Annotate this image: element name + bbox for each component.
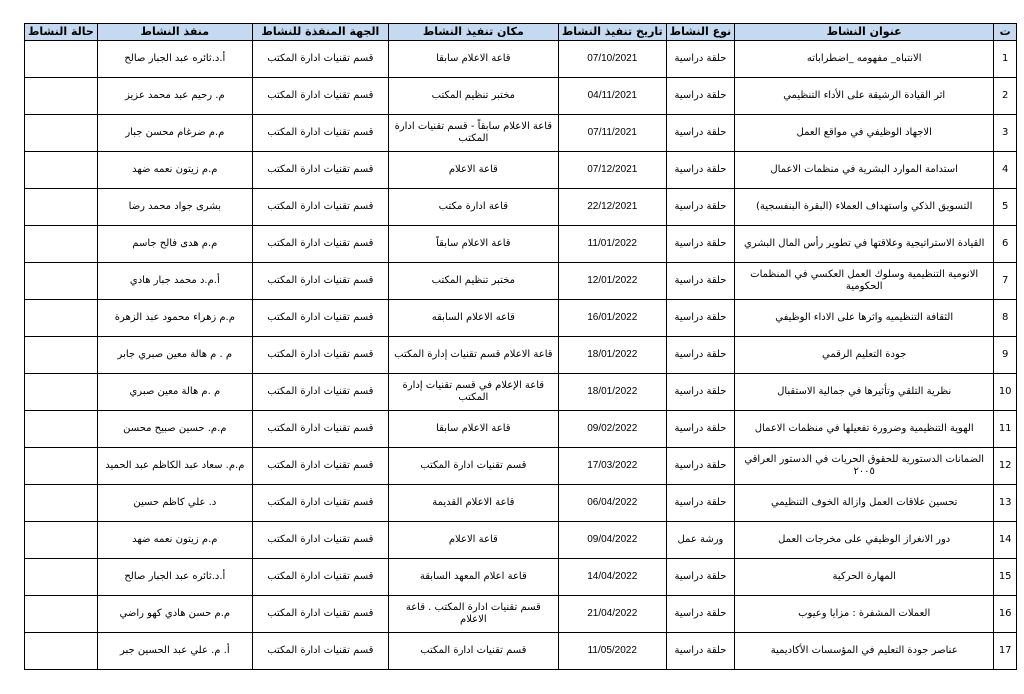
executing-unit-cell: قسم تقنيات ادارة المكتب bbox=[252, 41, 388, 78]
activity-date-cell: 16/01/2022 bbox=[558, 300, 666, 337]
activity-status-cell bbox=[25, 41, 98, 78]
table-row bbox=[25, 78, 1017, 115]
activity-executor-cell: م.م حسن هادي كهو راضي bbox=[97, 596, 252, 633]
header-title: عنوان النشاط bbox=[735, 24, 994, 41]
row-number-cell: 15 bbox=[994, 559, 1017, 596]
executing-unit-cell: قسم تقنيات ادارة المكتب bbox=[252, 115, 388, 152]
activity-status-cell bbox=[25, 522, 98, 559]
activity-date-cell: 06/04/2022 bbox=[558, 485, 666, 522]
row-number-cell: 13 bbox=[994, 485, 1017, 522]
activity-type-cell: ورشة عمل bbox=[666, 522, 735, 559]
row-number-cell: 8 bbox=[994, 300, 1017, 337]
table-row bbox=[25, 633, 1017, 670]
activity-executor-cell: م.م. سعاد عبد الكاظم عبد الحميد bbox=[97, 448, 252, 485]
activity-type-cell: حلقة دراسية bbox=[666, 633, 735, 670]
activity-place-cell: قسم تقنيات ادارة المكتب bbox=[388, 448, 558, 485]
activity-title-cell: القيادة الاستراتيجية وعلاقتها في تطوير رأس المال البشري bbox=[735, 226, 994, 263]
activity-executor-cell: د. علي كاظم حسين bbox=[97, 485, 252, 522]
activity-date-cell: 04/11/2021 bbox=[558, 78, 666, 115]
row-number-cell: 12 bbox=[994, 448, 1017, 485]
executing-unit-cell: قسم تقنيات ادارة المكتب bbox=[252, 448, 388, 485]
header-executor: منفذ النشاط bbox=[97, 24, 252, 41]
activity-executor-cell: م . م هالة معين صبري جابر bbox=[97, 337, 252, 374]
row-number-cell: 14 bbox=[994, 522, 1017, 559]
activity-status-cell bbox=[25, 152, 98, 189]
activity-title-cell: الهوية التنظيمية وضرورة تفعيلها في منظمات الاعمال bbox=[735, 411, 994, 448]
executing-unit-cell: قسم تقنيات ادارة المكتب bbox=[252, 189, 388, 226]
activity-status-cell bbox=[25, 633, 98, 670]
activity-type-cell: حلقة دراسية bbox=[666, 41, 735, 78]
activity-executor-cell: أ.م.د محمد جبار هادي bbox=[97, 263, 252, 300]
activity-date-cell: 11/01/2022 bbox=[558, 226, 666, 263]
activity-place-cell: قسم تقنيات ادارة المكتب . قاعة الاعلام bbox=[388, 596, 558, 633]
activity-date-cell: 09/02/2022 bbox=[558, 411, 666, 448]
activity-place-cell: قاعة الاعلام قسم تقنيات إدارة المكتب bbox=[388, 337, 558, 374]
activity-type-cell: حلقة دراسية bbox=[666, 300, 735, 337]
header-unit: الجهة المنفذة للنشاط bbox=[252, 24, 388, 41]
activity-type-cell: حلقة دراسية bbox=[666, 337, 735, 374]
activity-executor-cell: م.م زيتون نعمه ضهد bbox=[97, 152, 252, 189]
row-number-cell: 16 bbox=[994, 596, 1017, 633]
table-row bbox=[25, 522, 1017, 559]
activity-place-cell: قاعة الإعلام في قسم تقنيات إدارة المكتب bbox=[388, 374, 558, 411]
executing-unit-cell: قسم تقنيات ادارة المكتب bbox=[252, 152, 388, 189]
row-number-cell: 17 bbox=[994, 633, 1017, 670]
row-number-cell: 7 bbox=[994, 263, 1017, 300]
activity-type-cell: حلقة دراسية bbox=[666, 189, 735, 226]
activity-place-cell: قاعة الاعلام سابقاً bbox=[388, 226, 558, 263]
activity-status-cell bbox=[25, 263, 98, 300]
executing-unit-cell: قسم تقنيات ادارة المكتب bbox=[252, 411, 388, 448]
row-number-cell: 6 bbox=[994, 226, 1017, 263]
executing-unit-cell: قسم تقنيات ادارة المكتب bbox=[252, 78, 388, 115]
activity-status-cell bbox=[25, 559, 98, 596]
activity-executor-cell: م.م ضرغام محسن جبار bbox=[97, 115, 252, 152]
activity-place-cell: قاعة الاعلام bbox=[388, 522, 558, 559]
activity-title-cell: جودة التعليم الرقمي bbox=[735, 337, 994, 374]
activity-executor-cell: م.م زيتون نعمه ضهد bbox=[97, 522, 252, 559]
table-row bbox=[25, 300, 1017, 337]
activity-title-cell: استدامة الموارد البشرية في منظمات الاعمال bbox=[735, 152, 994, 189]
activity-date-cell: 11/05/2022 bbox=[558, 633, 666, 670]
activity-status-cell bbox=[25, 189, 98, 226]
activity-place-cell: قاعة الاعلام القديمة bbox=[388, 485, 558, 522]
activity-status-cell bbox=[25, 337, 98, 374]
row-number-cell: 5 bbox=[994, 189, 1017, 226]
executing-unit-cell: قسم تقنيات ادارة المكتب bbox=[252, 522, 388, 559]
activity-title-cell: عناصر جودة التعليم في المؤسسات الأكاديمية bbox=[735, 633, 994, 670]
activity-date-cell: 17/03/2022 bbox=[558, 448, 666, 485]
activity-place-cell: قاعة الاعلام سابقا bbox=[388, 411, 558, 448]
activity-executor-cell: م. رحيم عبد محمد عزيز bbox=[97, 78, 252, 115]
executing-unit-cell: قسم تقنيات ادارة المكتب bbox=[252, 374, 388, 411]
row-number-cell: 2 bbox=[994, 78, 1017, 115]
activity-type-cell: حلقة دراسية bbox=[666, 596, 735, 633]
activity-title-cell: الضمانات الدستورية للحقوق الحريات في الدستور العراقي ٢٠٠٥ bbox=[735, 448, 994, 485]
activity-type-cell: حلقة دراسية bbox=[666, 226, 735, 263]
row-number-cell: 10 bbox=[994, 374, 1017, 411]
activity-executor-cell: أ.د.ثائره عبد الجبار صالح bbox=[97, 559, 252, 596]
activities-table bbox=[24, 23, 1017, 670]
activity-status-cell bbox=[25, 448, 98, 485]
activity-date-cell: 09/04/2022 bbox=[558, 522, 666, 559]
table-row bbox=[25, 41, 1017, 78]
activity-status-cell bbox=[25, 300, 98, 337]
activity-type-cell: حلقة دراسية bbox=[666, 485, 735, 522]
activity-date-cell: 18/01/2022 bbox=[558, 337, 666, 374]
activity-title-cell: تحسين علاقات العمل وازالة الخوف التنظيمي bbox=[735, 485, 994, 522]
activity-title-cell: نظرية التلقي وتأثيرها في جمالية الاستقبال bbox=[735, 374, 994, 411]
table-row bbox=[25, 559, 1017, 596]
activity-date-cell: 07/10/2021 bbox=[558, 41, 666, 78]
executing-unit-cell: قسم تقنيات ادارة المكتب bbox=[252, 226, 388, 263]
activity-type-cell: حلقة دراسية bbox=[666, 152, 735, 189]
activity-date-cell: 18/01/2022 bbox=[558, 374, 666, 411]
activity-executor-cell: م.م هدى فالح جاسم bbox=[97, 226, 252, 263]
table-row bbox=[25, 596, 1017, 633]
activity-title-cell: الانومية التنظيمية وسلوك العمل العكسي في المنظمات الحكومية bbox=[735, 263, 994, 300]
activity-date-cell: 07/12/2021 bbox=[558, 152, 666, 189]
activity-type-cell: حلقة دراسية bbox=[666, 374, 735, 411]
table-row bbox=[25, 485, 1017, 522]
activity-type-cell: حلقة دراسية bbox=[666, 448, 735, 485]
activity-title-cell: الثقافة التنظيميه واثرها على الاداء الوظيفي bbox=[735, 300, 994, 337]
activity-place-cell: قاعه الاعلام السابقه bbox=[388, 300, 558, 337]
table-row bbox=[25, 152, 1017, 189]
activity-title-cell: الانتباه_ مفهومه _اضطراباته bbox=[735, 41, 994, 78]
activity-type-cell: حلقة دراسية bbox=[666, 559, 735, 596]
activity-place-cell: قاعة ادارة مكتب bbox=[388, 189, 558, 226]
activity-place-cell: مختبر تنظيم المكتب bbox=[388, 263, 558, 300]
activity-place-cell: قسم تقنيات ادارة المكتب bbox=[388, 633, 558, 670]
activity-place-cell: قاعة اعلام المعهد السابقة bbox=[388, 559, 558, 596]
activity-status-cell bbox=[25, 226, 98, 263]
executing-unit-cell: قسم تقنيات ادارة المكتب bbox=[252, 300, 388, 337]
header-row bbox=[25, 24, 1017, 41]
table-row bbox=[25, 411, 1017, 448]
table-row bbox=[25, 263, 1017, 300]
activity-title-cell: الاجهاد الوظيفي في مواقع العمل bbox=[735, 115, 994, 152]
activity-title-cell: دور الانغراز الوظيفي على مخرجات العمل bbox=[735, 522, 994, 559]
header-num: ت bbox=[994, 24, 1017, 41]
activity-executor-cell: م .م هالة معين صبري bbox=[97, 374, 252, 411]
table-row bbox=[25, 189, 1017, 226]
activity-date-cell: 22/12/2021 bbox=[558, 189, 666, 226]
activity-executor-cell: م.م زهراء محمود عبد الزهرة bbox=[97, 300, 252, 337]
executing-unit-cell: قسم تقنيات ادارة المكتب bbox=[252, 596, 388, 633]
activity-type-cell: حلقة دراسية bbox=[666, 411, 735, 448]
executing-unit-cell: قسم تقنيات ادارة المكتب bbox=[252, 485, 388, 522]
activity-status-cell bbox=[25, 485, 98, 522]
activity-executor-cell: أ. م. علي عبد الحسين جبر bbox=[97, 633, 252, 670]
activity-place-cell: قاعة الاعلام سابقاً - قسم تقنيات ادارة المكتب bbox=[388, 115, 558, 152]
header-place: مكان تنفيذ النشاط bbox=[388, 24, 558, 41]
activity-place-cell: قاعة الاعلام bbox=[388, 152, 558, 189]
activity-type-cell: حلقة دراسية bbox=[666, 263, 735, 300]
table-row bbox=[25, 337, 1017, 374]
activity-executor-cell: بشرى جواد محمد رضا bbox=[97, 189, 252, 226]
row-number-cell: 1 bbox=[994, 41, 1017, 78]
activity-status-cell bbox=[25, 411, 98, 448]
row-number-cell: 4 bbox=[994, 152, 1017, 189]
activity-title-cell: اثر القيادة الرشيقة على الأداء التنظيمي bbox=[735, 78, 994, 115]
activity-status-cell bbox=[25, 78, 98, 115]
activity-date-cell: 07/11/2021 bbox=[558, 115, 666, 152]
row-number-cell: 3 bbox=[994, 115, 1017, 152]
header-date: تاريخ تنفيذ النشاط bbox=[558, 24, 666, 41]
activity-date-cell: 14/04/2022 bbox=[558, 559, 666, 596]
table-row bbox=[25, 115, 1017, 152]
activity-title-cell: المهارة الحركية bbox=[735, 559, 994, 596]
executing-unit-cell: قسم تقنيات ادارة المكتب bbox=[252, 263, 388, 300]
activity-place-cell: قاعة الاعلام سابقا bbox=[388, 41, 558, 78]
table-row bbox=[25, 374, 1017, 411]
row-number-cell: 11 bbox=[994, 411, 1017, 448]
row-number-cell: 9 bbox=[994, 337, 1017, 374]
header-type: نوع النشاط bbox=[666, 24, 735, 41]
executing-unit-cell: قسم تقنيات ادارة المكتب bbox=[252, 337, 388, 374]
activity-date-cell: 12/01/2022 bbox=[558, 263, 666, 300]
activity-status-cell bbox=[25, 596, 98, 633]
table-row bbox=[25, 448, 1017, 485]
activity-date-cell: 21/04/2022 bbox=[558, 596, 666, 633]
activity-status-cell bbox=[25, 115, 98, 152]
activity-status-cell bbox=[25, 374, 98, 411]
header-status: حالة النشاط bbox=[25, 24, 98, 41]
activity-executor-cell: م.م. حسين صبيح محسن bbox=[97, 411, 252, 448]
executing-unit-cell: قسم تقنيات ادارة المكتب bbox=[252, 633, 388, 670]
activity-place-cell: مختبر تنظيم المكتب bbox=[388, 78, 558, 115]
activity-executor-cell: أ.د.ثائره عبد الجبار صالح bbox=[97, 41, 252, 78]
table-row bbox=[25, 226, 1017, 263]
activity-title-cell: العملات المشفرة : مزايا وعيوب bbox=[735, 596, 994, 633]
activity-type-cell: حلقة دراسية bbox=[666, 115, 735, 152]
executing-unit-cell: قسم تقنيات ادارة المكتب bbox=[252, 559, 388, 596]
activity-type-cell: حلقة دراسية bbox=[666, 78, 735, 115]
activity-title-cell: التسويق الذكي واستهداف العملاء (البقرة البنفسجية) bbox=[735, 189, 994, 226]
